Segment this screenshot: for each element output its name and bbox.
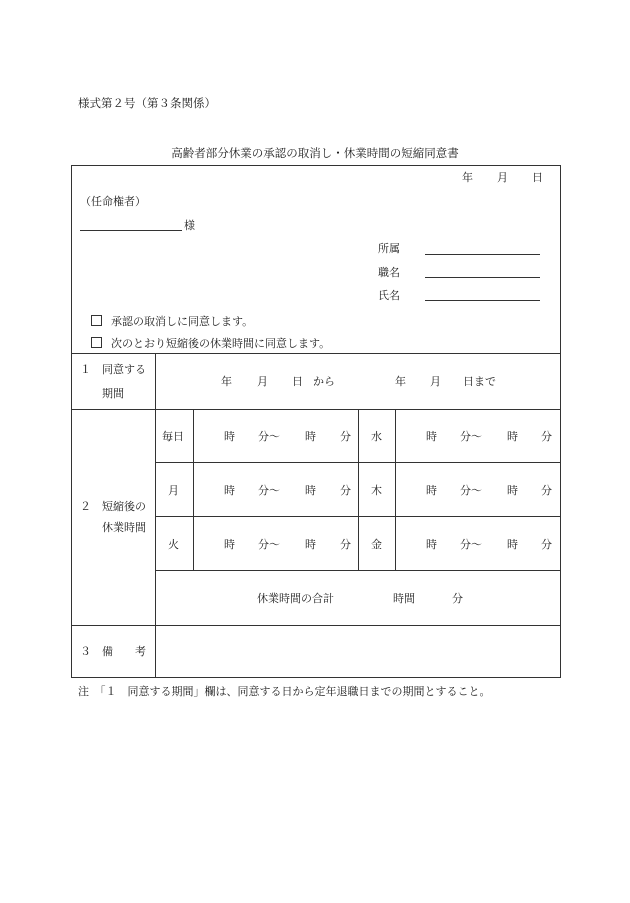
name-label: 氏名 [378,289,400,302]
unit-minute: 分 [541,538,552,551]
checkbox-shorten[interactable] [91,337,102,348]
unit-minute: 分 [340,538,351,551]
unit-hour: 時 [507,538,518,551]
footnote: 注 「１ 同意する期間」欄は、同意する日から定年退職日までの期間とすること。 [78,685,491,698]
position-line[interactable] [425,277,540,278]
unit-minute-from: 分～ [460,538,482,551]
unit-hour: 時 [305,538,316,551]
divider-total [71,625,561,626]
divider-row3 [155,570,561,571]
period-start-day: 日 [292,375,303,388]
unit-hour: 時 [224,538,235,551]
total-label: 休業時間の合計 [257,592,334,605]
checkbox-shorten-label: 次のとおり短縮後の休業時間に同意します。 [111,337,331,350]
checkbox-row-revoke[interactable] [91,315,253,327]
unit-hour: 時 [224,430,235,443]
unit-minute-from: 分～ [460,484,482,497]
divider-header [71,353,561,354]
unit-minute: 分 [340,484,351,497]
period-end-day: 日まで [463,375,496,388]
day-label-wednesday: 水 [371,430,382,443]
unit-minute-from: 分～ [258,538,280,551]
total-hours-unit: 時間 [393,592,415,605]
divider-period [71,409,561,410]
remarks-number: ３ [80,645,91,658]
appointer-honorific: 様 [184,219,195,232]
schedule-label-line2: 休業時間 [102,521,146,534]
unit-hour: 時 [224,484,235,497]
date-month-label: 月 [497,171,508,184]
appointer-name-line[interactable] [80,230,182,231]
day-label-monday: 月 [168,484,179,497]
period-label-line2: 期間 [102,387,124,400]
checkbox-revoke[interactable] [91,315,102,326]
position-label: 職名 [378,266,400,279]
unit-minute: 分 [340,430,351,443]
day-label-thursday: 木 [371,484,382,497]
unit-hour: 時 [426,538,437,551]
unit-minute-from: 分～ [460,430,482,443]
unit-minute: 分 [541,430,552,443]
affiliation-line[interactable] [425,254,540,255]
day-column-divider-right [395,409,396,570]
affiliation-label: 所属 [378,242,400,255]
period-start-month: 月 [257,375,268,388]
unit-minute-from: 分～ [258,484,280,497]
unit-minute-from: 分～ [258,430,280,443]
checkbox-revoke-label: 承認の取消しに同意します。 [111,315,254,328]
date-day-label: 日 [532,171,543,184]
unit-hour: 時 [507,430,518,443]
form-number-label: 様式第２号（第３条関係） [78,96,216,110]
name-line[interactable] [425,300,540,301]
unit-hour: 時 [305,484,316,497]
period-end-month: 月 [430,375,441,388]
remarks-label: 備 考 [102,645,146,658]
unit-hour: 時 [507,484,518,497]
total-minutes-unit: 分 [452,592,463,605]
period-start-year: 年 [221,375,232,388]
period-end-year: 年 [395,375,406,388]
schedule-label-line1: ２ 短縮後の [80,500,146,513]
day-label-friday: 金 [371,538,382,551]
checkbox-row-shorten[interactable] [91,337,330,349]
unit-hour: 時 [426,430,437,443]
unit-hour: 時 [426,484,437,497]
document-title: 高齢者部分休業の承認の取消し・休業時間の短縮同意書 [171,146,459,160]
day-column-divider-mid [358,409,359,570]
appointer-label: （任命権者） [80,195,146,208]
period-start-suffix: から [313,375,335,388]
date-year-label: 年 [462,171,473,184]
unit-minute: 分 [541,484,552,497]
unit-hour: 時 [305,430,316,443]
day-label-tuesday: 火 [168,538,179,551]
label-column-divider [155,353,156,678]
day-label-daily: 毎日 [162,430,184,443]
day-column-divider-left [193,409,194,570]
period-label-line1: １ 同意する [80,363,146,376]
